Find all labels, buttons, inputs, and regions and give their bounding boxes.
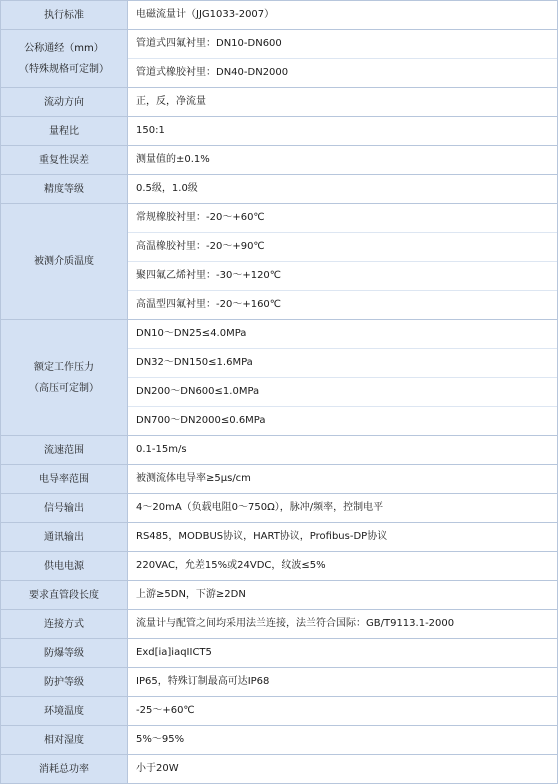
row-value-text: 5%～95% xyxy=(136,734,185,745)
row-value xyxy=(128,581,558,610)
spec-table-body xyxy=(1,1,558,784)
row-value xyxy=(128,668,558,697)
row-value xyxy=(128,523,558,552)
table-row xyxy=(1,494,558,523)
row-label-text: 重复性误差 xyxy=(39,154,89,166)
row-label-text: 公称通经（mm） xyxy=(24,42,104,54)
row-label xyxy=(1,552,128,581)
row-value xyxy=(128,204,558,320)
table-row xyxy=(1,552,558,581)
table-row xyxy=(1,755,558,784)
table-row xyxy=(1,30,558,88)
row-value-text: 上游≥5DN，下游≥2DN xyxy=(136,589,246,600)
table-row xyxy=(1,146,558,175)
row-value-text: DN200～DN600≤1.0MPa xyxy=(128,377,557,406)
row-value xyxy=(128,610,558,639)
row-label xyxy=(1,117,128,146)
table-row xyxy=(1,465,558,494)
row-value-text: 管道式橡胶衬里：DN40-DN2000 xyxy=(128,58,557,87)
row-value xyxy=(128,320,558,436)
row-label-text: 执行标准 xyxy=(44,9,84,21)
row-value-text: 0.5级，1.0级 xyxy=(136,183,198,194)
table-row xyxy=(1,697,558,726)
row-label xyxy=(1,726,128,755)
row-label-text: 精度等级 xyxy=(44,183,84,195)
row-value-text: 150:1 xyxy=(136,125,165,136)
row-value-text: 220VAC，允差15%或24VDC，纹波≤5% xyxy=(136,560,326,571)
row-value xyxy=(128,88,558,117)
row-label-text: 电导率范围 xyxy=(39,473,89,485)
row-value xyxy=(128,697,558,726)
table-row xyxy=(1,610,558,639)
row-label xyxy=(1,1,128,30)
row-label-text: 流速范围 xyxy=(44,444,84,456)
row-label xyxy=(1,523,128,552)
row-value-text: 常规橡胶衬里：-20～+60℃ xyxy=(136,212,265,223)
row-label-text: 要求直管段长度 xyxy=(29,589,99,601)
row-value xyxy=(128,436,558,465)
row-label xyxy=(1,697,128,726)
row-value xyxy=(128,146,558,175)
row-value-text: 高温型四氟衬里：-20～+160℃ xyxy=(128,290,557,319)
table-row xyxy=(1,726,558,755)
row-label xyxy=(1,436,128,465)
row-label xyxy=(1,204,128,320)
row-label xyxy=(1,639,128,668)
row-label xyxy=(1,320,128,436)
row-label-text: 消耗总功率 xyxy=(39,763,89,775)
row-value-text: 4～20mA（负载电阻0～750Ω），脉冲/频率，控制电平 xyxy=(136,502,384,513)
row-label xyxy=(1,668,128,697)
row-value-text: 被测流体电导率≥5μs/cm xyxy=(136,473,251,484)
row-value xyxy=(128,552,558,581)
row-label xyxy=(1,175,128,204)
row-value-text: 0.1-15m/s xyxy=(136,444,187,455)
table-row xyxy=(1,581,558,610)
row-label-text: 相对湿度 xyxy=(44,734,84,746)
row-label xyxy=(1,755,128,784)
row-value-text: 测量值的±0.1% xyxy=(136,154,210,165)
row-label-text: 量程比 xyxy=(49,125,79,137)
row-label-text: 连接方式 xyxy=(44,618,84,630)
row-value-text: IP65，特殊订制最高可达IP68 xyxy=(136,676,270,687)
row-value xyxy=(128,639,558,668)
row-label-text: 流动方向 xyxy=(44,96,84,108)
row-value xyxy=(128,465,558,494)
row-value xyxy=(128,726,558,755)
row-value-text: 电磁流量计（JJG1033-2007） xyxy=(136,9,275,20)
row-label-text: 通讯输出 xyxy=(44,531,84,543)
row-value-text: Exd[ia]iaqIICT5 xyxy=(136,647,212,658)
row-label xyxy=(1,494,128,523)
row-value xyxy=(128,494,558,523)
row-label-note: （特殊规格可定制） xyxy=(19,63,109,75)
row-label-text: 防爆等级 xyxy=(44,647,84,659)
row-label-note: （高压可定制） xyxy=(29,382,99,394)
row-value-text: RS485，MODBUS协议，HART协议，Profibus-DP协议 xyxy=(136,531,388,542)
table-row xyxy=(1,204,558,320)
row-value-text: 正，反，净流量 xyxy=(136,96,206,107)
table-row xyxy=(1,523,558,552)
row-label xyxy=(1,610,128,639)
row-label xyxy=(1,581,128,610)
row-label xyxy=(1,465,128,494)
row-value xyxy=(128,117,558,146)
row-label-text: 信号输出 xyxy=(44,502,84,514)
row-value-text: 管道式四氟衬里：DN10-DN600 xyxy=(136,38,282,49)
table-row xyxy=(1,436,558,465)
row-label-text: 被测介质温度 xyxy=(34,256,94,267)
row-value xyxy=(128,1,558,30)
row-label xyxy=(1,30,128,88)
row-value xyxy=(128,175,558,204)
row-value-text: 高温橡胶衬里：-20～+90℃ xyxy=(128,232,557,261)
row-value-text: 小于20W xyxy=(136,763,179,774)
row-label xyxy=(1,146,128,175)
table-row xyxy=(1,668,558,697)
table-row xyxy=(1,1,558,30)
row-value-text: DN32～DN150≤1.6MPa xyxy=(128,348,557,377)
row-value-text: 流量计与配管之间均采用法兰连接，法兰符合国际：GB/T9113.1-2000 xyxy=(136,618,455,629)
table-row xyxy=(1,639,558,668)
row-label-text: 环境温度 xyxy=(44,705,84,717)
row-value-text: 聚四氟乙烯衬里：-30～+120℃ xyxy=(128,261,557,290)
table-row xyxy=(1,88,558,117)
row-label-text: 防护等级 xyxy=(44,676,84,688)
table-row xyxy=(1,175,558,204)
table-row xyxy=(1,117,558,146)
row-label-text: 额定工作压力 xyxy=(34,361,94,373)
row-label-text: 供电电源 xyxy=(44,560,84,572)
table-row xyxy=(1,320,558,436)
row-value-text: DN700～DN2000≤0.6MPa xyxy=(128,406,557,435)
row-value xyxy=(128,30,558,88)
row-value-text: DN10～DN25≤4.0MPa xyxy=(136,328,247,339)
row-label xyxy=(1,88,128,117)
row-value-text: -25～+60℃ xyxy=(136,705,195,716)
row-value xyxy=(128,755,558,784)
